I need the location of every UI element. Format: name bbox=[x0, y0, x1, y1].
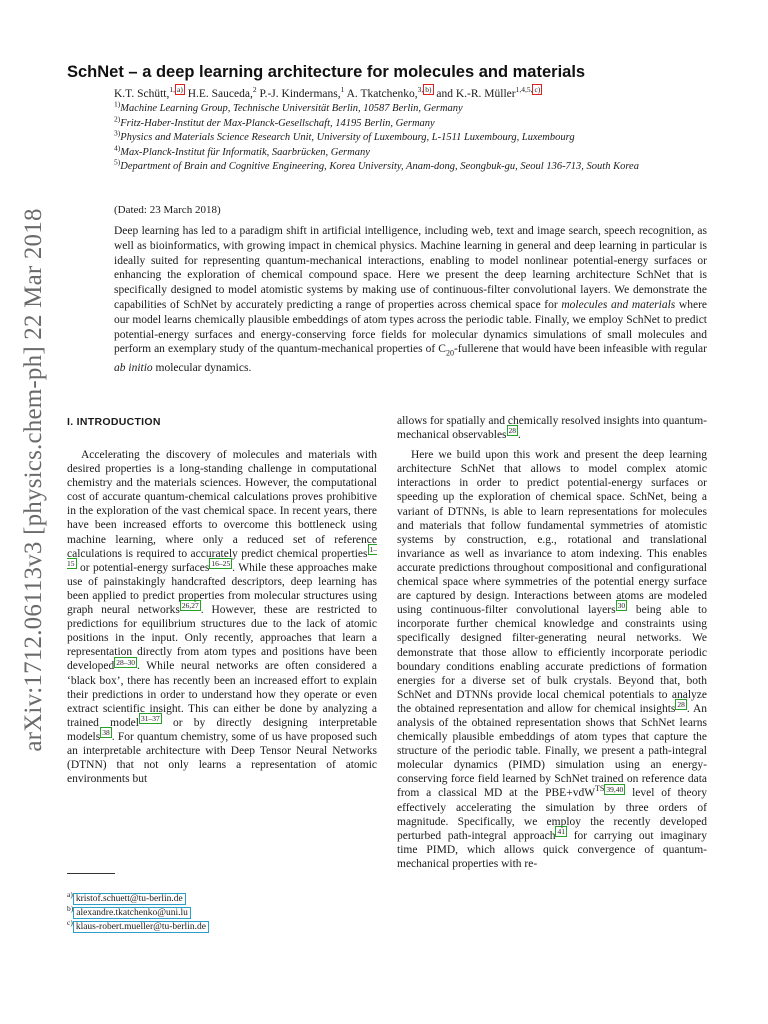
affiliation-list bbox=[114, 99, 714, 175]
footnote: $^{b)}$ alexandre.tkatchenko@uni.lu bbox=[67, 906, 209, 920]
citation-link[interactable]: 26,27 bbox=[181, 601, 199, 611]
citation-link[interactable]: 16–25 bbox=[211, 558, 231, 568]
email-link[interactable]: kristof.schuett@tu-berlin.de bbox=[73, 893, 186, 905]
footnote: $^{c)}$ klaus-robert.mueller@tu-berlin.de bbox=[67, 920, 209, 934]
footnote: $^{a)}$ kristof.schuett@tu-berlin.de bbox=[67, 892, 209, 906]
affiliation: $^{4)}$Max-Planck-Institut für Informatik, Saarbrücken, Germany bbox=[114, 143, 370, 158]
body-column-left bbox=[67, 448, 377, 786]
affiliation: $^{5)}$Department of Brain and Cognitive Engineering, Korea University, Anam-dong, Seongbuk-gu, Seoul 136-713, South Korea bbox=[114, 157, 639, 172]
author-name: H.E. Sauceda, bbox=[184, 88, 253, 100]
author-name: K.T. Schütt, bbox=[114, 88, 170, 100]
citation-link[interactable]: 28–30 bbox=[116, 657, 136, 667]
corresponding-link[interactable]: a) bbox=[177, 85, 183, 95]
arxiv-sidebar bbox=[14, 180, 54, 780]
corresponding-link[interactable]: b) bbox=[425, 85, 432, 95]
paragraph: allows for spatially and chemically resolved insights into quantum-mechanical observables $^{28}$ . bbox=[397, 415, 707, 442]
author-name: and K.-R. Müller bbox=[433, 88, 516, 100]
footnote-rule bbox=[67, 873, 115, 874]
citation-link[interactable]: 39,40 bbox=[606, 784, 624, 794]
author-list: K.T. Schütt,$^{1,}$ $^{a)}$ H.E. Sauceda,$^2$ P.-J. Kindermans,$^1$ A. Tkatchenko,$^{3,}$ $^{b)}$ and K.-R. Müller$^{1,4,5,}$ $^{c)}$ bbox=[114, 85, 541, 100]
affiliation: $^{3)}$Physics and Materials Science Research Unit, University of Luxembourg, L-1511 Luxembourg, Luxembourg bbox=[114, 128, 575, 143]
corresponding-link[interactable]: c) bbox=[534, 85, 541, 95]
footnotes bbox=[67, 889, 209, 934]
affiliation: $^{1)}$Machine Learning Group, Technische Universität Berlin, 10587 Berlin, Germany bbox=[114, 99, 463, 114]
author-name: A. Tkatchenko, bbox=[344, 88, 418, 100]
author-name: P.-J. Kindermans, bbox=[256, 88, 341, 100]
section-heading: I. INTRODUCTION bbox=[67, 416, 161, 428]
citation-link[interactable]: 41 bbox=[557, 826, 565, 836]
arxiv-identifier: arXiv:1712.06113v3 [physics.chem-ph] 22 Mar 2018 bbox=[20, 208, 47, 752]
citation-link[interactable]: 38 bbox=[102, 728, 110, 738]
paragraph: Accelerating the discovery of molecules and materials with desired properties is a long-standing challenge in computational chemistry and the materials sciences. However, the computational cost of accurate quantum-chemical calculations proves prohibitive in the exploration of the vast chemical space. In recent years, there have been increased efforts to overcome this bottleneck using machine learning, where only a reduced set of reference calculations is required to accurately predict chemical properties $^{1-15}$ or potential-energy surfaces $^{16-25}$ . While these approaches make use of painstakingly handcrafted descriptors, deep learning has been applied to predict properties from molecular structures using graph neural networks $^{26,27}$ . However, these are restricted to predictions for equilibrium structures due to the lack of atomic positions in the input. Only recently, approaches that learn a representation directly from atom types and positions have been developed $^{28-30}$ . While neural networks are often considered a ‘black box’, there has recently been an increased effort to explain their predictions in order to understand how they operate or even extract scientific insight. This can either be done by analyzing a trained model $^{31-37}$ or by directly designing interpretable models $^{38}$ . For quantum chemistry, some of us have proposed such an interpretable architecture with Deep Tensor Neural Networks (DTNN) that not only learns a representation of atomic environments but bbox=[67, 449, 377, 786]
affiliation: $^{2)}$Fritz-Haber-Institut der Max-Planck-Gesellschaft, 14195 Berlin, Germany bbox=[114, 114, 435, 129]
paragraph: Here we build upon this work and present the deep learning architecture SchNet that allows to model complex atomic interactions in order to predict potential-energy surfaces or speeding up the exploration of chemical space. SchNet, being a variant of DTNNs, is able to learn representations for molecules and materials that follow fundamental symmetries of atomistic systems by construction, e.g., rotational and translational invariance as well as invariance to atom indexing. This enables accurate predictions throughout compositional and configurational chemical space where symmetries of the potential energy surface are captured by design. Interactions between atoms are modeled using continuous-filter convolutional layers $^{30}$ being able to incorporate further chemical knowledge and constraints using specifically designed filter-generating neural networks. We demonstrate that those allow to efficiently incorporate periodic boundary conditions enabling accurate predictions of formation energies for a diverse set of bulk crystals. Beyond that, both SchNet and DTNNs provide local chemical potentials to analyze the obtained representation and allow for chemical insights $^{28}$ . An analysis of the obtained representation shows that SchNet learns chemically plausible embeddings of atom types that capture the structure of the periodic table. Finally, we present a path-integral molecular dynamics (PIMD) simulation using an energy-conserving force field learned by SchNet trained on reference data from a classical MD at the PBE+vdW$^{TS}$ $^{39,40}$ level of theory effectively accelerating the simulation by three orders of magnitude. Specifically, we employ the recently developed perturbed path-integral approach $^{41}$ for carrying out imaginary time PIMD, which allows quick convergence of quantum-mechanical properties with re- bbox=[397, 449, 708, 870]
email-link[interactable]: alexandre.tkatchenko@uni.lu bbox=[73, 907, 191, 919]
paper-title: SchNet – a deep learning architecture for molecules and materials bbox=[67, 63, 586, 81]
citation-link[interactable]: 1–15 bbox=[67, 544, 377, 568]
email-link[interactable]: klaus-robert.mueller@tu-berlin.de bbox=[73, 921, 209, 933]
abstract: Deep learning has led to a paradigm shift in artificial intelligence, including web, text and image search, speech recognition, as well as bioinformatics, with growing impact in chemical physics. Machine learning in general and deep learning in particular is ideally suited for representing quantum-mechanical interactions, enabling to model nonlinear potential-energy surfaces or enhancing the exploration of chemical compound space. Here we present the deep learning architecture SchNet that is specifically designed to model atomistic systems by making use of continuous-filter convolutional layers. We demonstrate the capabilities of SchNet by accurately predicting a range of properties across chemical space for molecules and materials where our model learns chemically plausible embeddings of atom types across the periodic table. Finally, we employ SchNet to predict potential-energy surfaces and energy-conserving force fields for molecular dynamics simulations of small molecules and perform an exemplary study of the quantum-mechanical properties of $C_{20}$-fullerene that would have been infeasible with regular ab initio molecular dynamics. bbox=[114, 225, 708, 375]
citation-link[interactable]: 31–37 bbox=[140, 713, 160, 723]
dated-line: (Dated: 23 March 2018) bbox=[114, 204, 221, 216]
citation-link[interactable]: 30 bbox=[617, 601, 626, 611]
citation-link[interactable]: 28 bbox=[677, 700, 685, 710]
citation-link[interactable]: 28 bbox=[508, 426, 517, 436]
body-column-right bbox=[397, 414, 707, 871]
